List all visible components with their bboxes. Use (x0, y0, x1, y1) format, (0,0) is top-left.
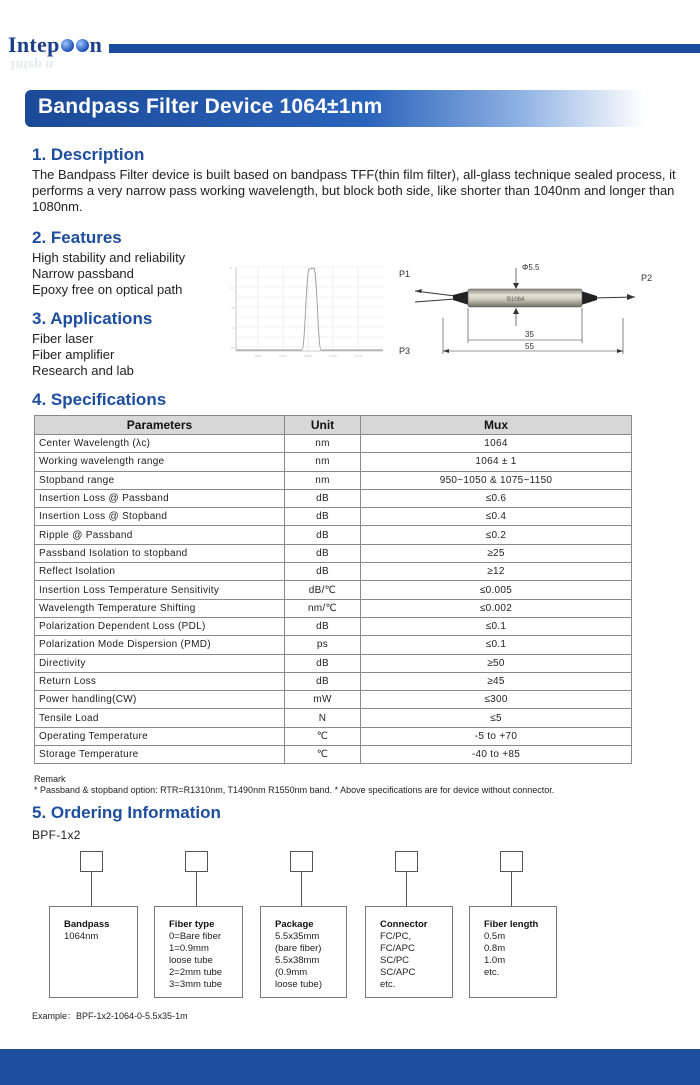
code-box (395, 851, 418, 872)
table-cell-value: ≤0.002 (361, 599, 632, 617)
column-header: Unit (285, 416, 361, 435)
table-cell-param: Insertion Loss @ Stopband (35, 508, 285, 526)
table-cell-value: ≤0.6 (361, 489, 632, 507)
applications-list (32, 331, 134, 379)
table-row (35, 709, 632, 727)
svg-text:1120: 1120 (354, 354, 362, 358)
specifications-heading: 4. Specifications (32, 390, 167, 409)
connector-line (301, 872, 302, 906)
device-dimension-drawing (395, 258, 685, 366)
table-row (35, 691, 632, 709)
table-cell-value: ≤0.005 (361, 581, 632, 599)
table-cell-unit: dB (285, 508, 361, 526)
table-cell-param: Center Wavelength (λc) (35, 435, 285, 453)
table-cell-param: Operating Temperature (35, 727, 285, 745)
svg-text:1060: 1060 (304, 354, 312, 358)
header-bar (109, 44, 700, 53)
table-cell-param: Power handling(CW) (35, 691, 285, 709)
table-row (35, 672, 632, 690)
table-cell-unit: dB (285, 526, 361, 544)
table-header-row (35, 416, 632, 435)
code-box (80, 851, 103, 872)
table-cell-param: Working wavelength range (35, 453, 285, 471)
page-title: Bandpass Filter Device 1064±1nm (38, 95, 383, 118)
description-heading: 1. Description (32, 145, 145, 164)
top-line (0, 0, 700, 4)
table-cell-unit: dB (285, 617, 361, 635)
table-cell-value: -5 to +70 (361, 727, 632, 745)
specifications-table (34, 415, 632, 764)
table-cell-param: Polarization Dependent Loss (PDL) (35, 617, 285, 635)
table-cell-param: Reflect Isolation (35, 563, 285, 581)
table-cell-value: 1064 ± 1 (361, 453, 632, 471)
code-box (185, 851, 208, 872)
table-row (35, 526, 632, 544)
table-row (35, 508, 632, 526)
table-cell-unit: dB (285, 544, 361, 562)
table-cell-value: ≥12 (361, 563, 632, 581)
table-row (35, 544, 632, 562)
ordering-heading: 5. Ordering Information (32, 803, 221, 822)
features-heading: 2. Features (32, 228, 122, 247)
device-marking: B1064 (507, 297, 525, 303)
table-cell-unit: dB (285, 672, 361, 690)
table-cell-unit: dB (285, 654, 361, 672)
svg-text:-20: -20 (230, 346, 235, 350)
table-row (35, 435, 632, 453)
ordering-field-fiber-length: Fiber length 0.5m 0.8m 1.0m etc. (469, 906, 557, 998)
table-cell-param: Insertion Loss @ Passband (35, 489, 285, 507)
ordering-field-package: Package 5.5x35mm (bare fiber) 5.5x38mm (0.9mm loose tube) (260, 906, 347, 998)
part-number-prefix: BPF-1x2 (32, 828, 81, 842)
code-box (290, 851, 313, 872)
table-cell-unit: nm/℃ (285, 599, 361, 617)
table-cell-value: 950~1050 & 1075~1150 (361, 471, 632, 489)
table-cell-unit: nm (285, 471, 361, 489)
table-row (35, 599, 632, 617)
svg-text:1000: 1000 (254, 354, 262, 358)
table-cell-value: ≥25 (361, 544, 632, 562)
applications-heading: 3. Applications (32, 309, 153, 328)
table-row (35, 489, 632, 507)
description-text: The Bandpass Filter device is built based on bandpass TFF(thin film filter), all-glass technique sealed process, it performs a very narrow pass working wavelength, but block both side, like shorter than 1040nm and longer than 1080nm. (32, 167, 676, 214)
table-cell-unit: mW (285, 691, 361, 709)
table-cell-value: ≥50 (361, 654, 632, 672)
ordering-field-fiber-type: Fiber type 0=Bare fiber 1=0.9mm loose tube 2=2mm tube 3=3mm tube (154, 906, 243, 998)
connector-line (511, 872, 512, 906)
svg-text:-15: -15 (230, 326, 235, 330)
svg-text:1030: 1030 (279, 354, 287, 358)
diameter-label: Φ5.5 (522, 263, 540, 272)
code-box (500, 851, 523, 872)
remark (34, 774, 554, 796)
total-length-label: 55 (525, 342, 534, 351)
table-cell-param: Tensile Load (35, 709, 285, 727)
table-row (35, 727, 632, 745)
table-row (35, 617, 632, 635)
table-row (35, 581, 632, 599)
table-cell-value: 1064 (361, 435, 632, 453)
table-cell-value: ≤5 (361, 709, 632, 727)
ordering-field-connector: Connector FC/PC, FC/APC SC/PC SC/APC etc. (365, 906, 453, 998)
list-item: Fiber laser (32, 331, 94, 346)
table-cell-value: -40 to +85 (361, 746, 632, 764)
connector-line (406, 872, 407, 906)
list-item: Fiber amplifier (32, 347, 115, 362)
table-row (35, 453, 632, 471)
ordering-field-bandpass: Bandpass 1064nm (49, 906, 138, 998)
table-cell-param: Return Loss (35, 672, 285, 690)
table-cell-value: ≤0.1 (361, 617, 632, 635)
list-item: Research and lab (32, 363, 134, 378)
table-cell-value: ≤0.1 (361, 636, 632, 654)
body-length-label: 35 (525, 330, 534, 339)
footer-bar (0, 1049, 700, 1085)
ordering-example: Example：BPF-1x2-1064-0-5.5x35-1m (32, 1011, 188, 1021)
column-header: Parameters (35, 416, 285, 435)
table-row (35, 563, 632, 581)
logo-dot-icon (61, 39, 74, 52)
table-cell-param: Stopband range (35, 471, 285, 489)
table-cell-value: ≤0.4 (361, 508, 632, 526)
list-item: High stability and reliability (32, 250, 186, 265)
logo-dot-icon (76, 39, 89, 52)
logo-reflection: Intep n (10, 57, 54, 72)
features-list (32, 250, 185, 298)
port-p1-label: P1 (399, 269, 411, 279)
table-cell-param: Wavelength Temperature Shifting (35, 599, 285, 617)
table-row (35, 636, 632, 654)
table-cell-value: ≤300 (361, 691, 632, 709)
table-cell-unit: ℃ (285, 746, 361, 764)
table-row (35, 471, 632, 489)
table-cell-unit: dB (285, 489, 361, 507)
port-p2-label: P2 (641, 273, 653, 283)
table-cell-unit: ps (285, 636, 361, 654)
company-logo: Intep n (8, 32, 103, 57)
transmission-spectrum-graph (228, 263, 388, 360)
table-cell-unit: N (285, 709, 361, 727)
list-item: Epoxy free on optical path (32, 282, 183, 297)
table-cell-unit: dB (285, 563, 361, 581)
svg-text:1090: 1090 (329, 354, 337, 358)
remark-label: Remark (34, 774, 66, 784)
table-cell-value: ≤0.2 (361, 526, 632, 544)
column-header: Mux (361, 416, 632, 435)
table-cell-value: ≥45 (361, 672, 632, 690)
table-cell-unit: ℃ (285, 727, 361, 745)
svg-text:-10: -10 (230, 306, 235, 310)
connector-line (91, 872, 92, 906)
table-cell-param: Polarization Mode Dispersion (PMD) (35, 636, 285, 654)
table-cell-param: Ripple @ Passband (35, 526, 285, 544)
port-p3-label: P3 (399, 346, 411, 356)
list-item: Narrow passband (32, 266, 134, 281)
table-cell-param: Passband Isolation to stopband (35, 544, 285, 562)
table-row (35, 654, 632, 672)
table-cell-unit: nm (285, 435, 361, 453)
table-cell-param: Insertion Loss Temperature Sensitivity (35, 581, 285, 599)
svg-text:-5: -5 (230, 286, 233, 290)
connector-line (196, 872, 197, 906)
table-cell-param: Storage Temperature (35, 746, 285, 764)
table-cell-param: Directivity (35, 654, 285, 672)
remark-text: * Passband & stopband option: RTR=R1310nm, T1490nm R1550nm band. * Above specifications are for device without connector. (34, 785, 555, 795)
table-cell-unit: nm (285, 453, 361, 471)
table-row (35, 746, 632, 764)
svg-text:0: 0 (230, 266, 232, 270)
table-cell-unit: dB/℃ (285, 581, 361, 599)
